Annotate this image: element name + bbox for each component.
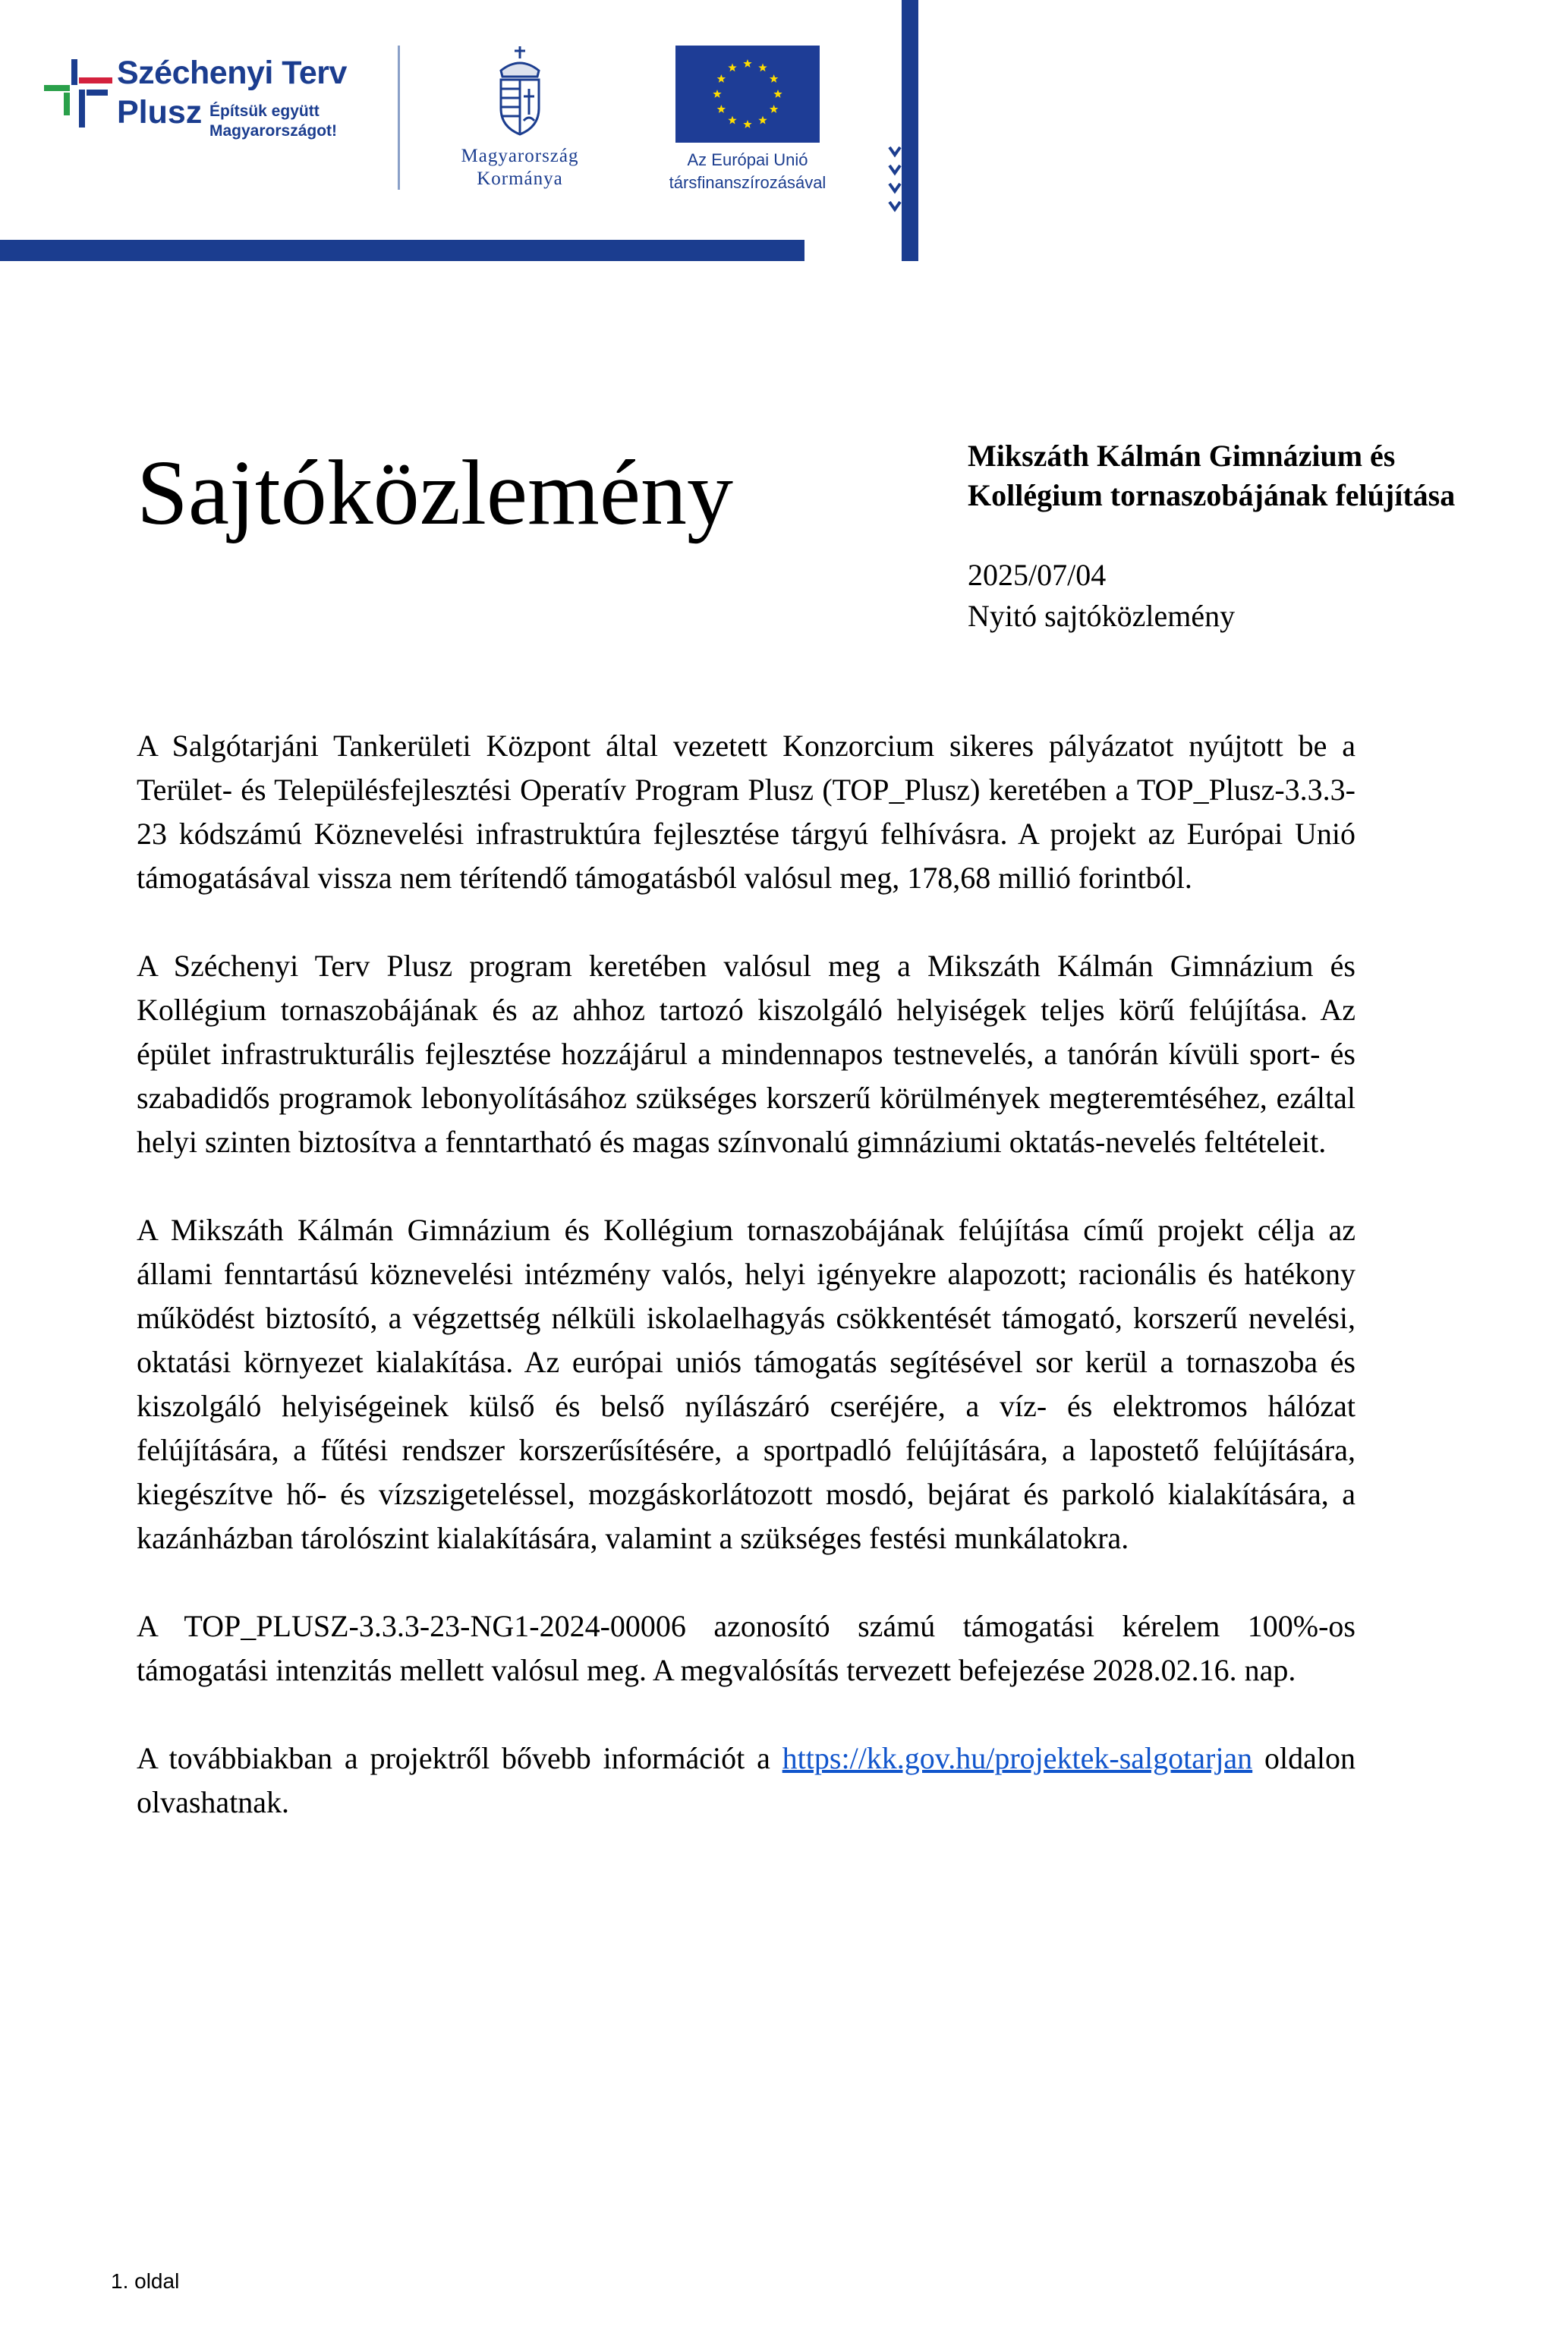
chevron-down-icon <box>888 144 902 235</box>
government-line1: Magyarország <box>461 146 579 166</box>
paragraph-2: A Széchenyi Terv Plusz program keretében valósul meg a Mikszáth Kálmán Gimnázium és Kollégium tornaszobájának és az ahhoz tartozó kiszolgáló helyiségek teljes körű felújítása. Az épület infrastrukturális fejlesztése hozzájárul a mindennapos testnevelés, a tanórán kívüli sport- és szabadidős programok lebonyolításához szükséges korszerű körülmények megteremtéséhez, ezáltal helyi szinten biztosítva a fenntartható és magas színvonalú gimnáziumi oktatás-nevelés feltételeit. <box>137 949 1355 1159</box>
paragraph-3: A Mikszáth Kálmán Gimnázium és Kollégium tornaszobájának felújítása című projekt célja az állami fenntartású köznevelési intézmény valós, helyi igényekre alapozott; racionális és hatékony működést biztosító, a végzettség nélküli iskolaelhagyás csökkentését támogató, korszerű nevelési, oktatási környezet kialakítása. Az európai uniós támogatás segítésével sor kerül a tornaszoba és kiszolgáló helyiségeinek külső és belső nyílászáró cseréjére, a víz- és elektromos hálózat felújítására, a fűtési rendszer korszerűsítésére, a sportpadló felújítására, a lapostető felújítására, kiegészítve hő- és vízszigeteléssel, mozgáskorlátozott mosdó, bejárat és parkoló kialakítására, a kazánházban tárolószint kialakítására, valamint a szükséges festési munkálatokra. <box>137 1213 1355 1555</box>
szechenyi-logo-line2: Plusz <box>117 94 203 131</box>
document-type: Nyitó sajtóközlemény <box>968 599 1236 633</box>
header-rule <box>0 240 804 261</box>
szechenyi-cross-icon <box>44 59 114 135</box>
szechenyi-terv-logo <box>44 55 393 199</box>
szechenyi-slogan-line2: Magyarországot! <box>209 122 338 140</box>
government-logo <box>440 42 600 201</box>
government-line2: Kormánya <box>477 168 563 189</box>
body-text <box>137 724 1355 1869</box>
document-meta <box>968 436 1544 637</box>
paragraph-1: A Salgótarjáni Tankerületi Központ által vezetett Konzorcium sikeres pályázatot nyújtott be a Terület- és Településfejlesztési Operatív Program Plusz (TOP_Plusz) keretében a TOP_Plusz-3.3.3-23 kódszámú Köznevelési infrastruktúra fejlesztése tárgyú felhívásra. A projekt az Európai Unió támogatásával vissza nem térítendő támogatásból valósul meg, 178,68 millió forintból. <box>137 729 1355 895</box>
project-link[interactable]: https://kk.gov.hu/projektek-salgotarjan <box>782 1741 1253 1775</box>
project-title <box>968 436 1544 515</box>
logo-divider <box>398 46 400 190</box>
project-title-line1: Mikszáth Kálmán Gimnázium és <box>968 439 1396 473</box>
header-banner <box>0 0 918 262</box>
eu-line1: Az Európai Unió <box>687 150 808 169</box>
eu-text <box>653 149 842 194</box>
project-title-line2: Kollégium tornaszobájának felújítása <box>968 478 1456 512</box>
paragraph-5-start: A továbbiakban a projektről bővebb információt a <box>137 1741 782 1775</box>
szechenyi-slogan <box>209 102 392 141</box>
szechenyi-slogan-line1: Építsük együtt <box>209 102 320 120</box>
page-number: 1. oldal <box>111 2269 180 2293</box>
hungarian-coat-of-arms-icon <box>440 42 600 140</box>
paragraph-4: A TOP_PLUSZ-3.3.3-23-NG1-2024-00006 azonosító számú támogatási kérelem 100%-os támogatási intenzitás mellett valósul meg. A megvalósítás tervezett befejezése 2028.02.16. nap. <box>137 1609 1355 1687</box>
paragraph-5 <box>137 1736 1355 1825</box>
government-text <box>440 145 600 190</box>
eu-cofinancing-logo <box>653 46 850 205</box>
document-date: 2025/07/04 <box>968 558 1107 592</box>
eu-line2: társfinanszírozásával <box>669 173 827 192</box>
szechenyi-logo-line1: Széchenyi Terv <box>117 55 347 91</box>
header-side-bar <box>902 0 918 261</box>
eu-flag-icon <box>675 46 820 143</box>
paragraph-5-end: oldalon olvashatnak. <box>137 1741 1356 1819</box>
chevron-right-icon <box>804 238 888 263</box>
page-title: Sajtóközlemény <box>137 442 734 544</box>
